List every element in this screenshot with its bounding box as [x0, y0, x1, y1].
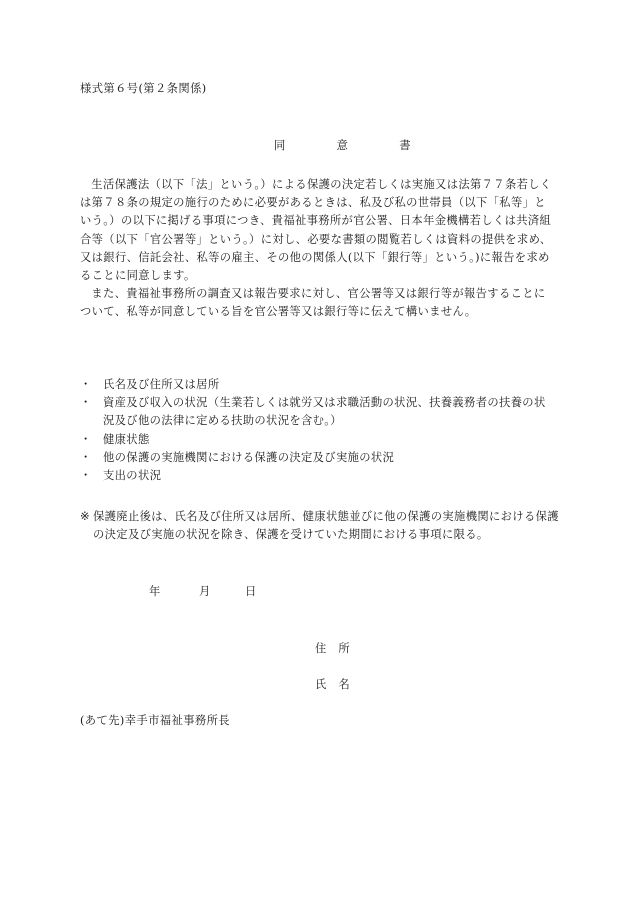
date-day-label: 日 [245, 585, 257, 598]
bullet-mark: ・ [80, 378, 92, 391]
list-item [80, 376, 552, 394]
bullet-mark: ・ [80, 469, 92, 483]
list-item [80, 467, 552, 485]
consent-paragraph-1: 生活保護法（以下「法」という。）による保護の決定若しくは実施又は法第７７条若しくは第７８条の規定の施行のために必要があるときは、私及び私の世帯員（以下「私等」という。）の以下に掲げる事項につき、貴福祉事務所が官公署、日本年金機構若しくは共済組合等（以下「官公署等」という。）に対し、必要な書類の閲覧若しくは資料の提供を求め、又は銀行、信託会社、私等の雇主、その他の関係人(以下「銀行等」という。)に報告を求めることに同意します。 [80, 178, 552, 283]
addressee: (あて先)幸手市福祉事務所長 [80, 714, 230, 727]
list-item-text: 氏名及び住所又は居所 [103, 378, 220, 391]
list-item-text: 支出の状況 [103, 469, 162, 483]
form-number: 様式第６号(第２条関係) [80, 82, 207, 95]
bullet-mark: ・ [80, 396, 92, 410]
list-item-text: 資産及び収入の状況（生業若しくは就労又は求職活動の状況、扶養義務者の扶養の状況及び他の法律に定める扶助の状況を含む。） [103, 396, 546, 428]
document-title: 同 意 書 [274, 139, 431, 152]
note-text: 保護廃止後は、氏名及び住所又は居所、健康状態並びに他の保護の実施機関における保護の決定及び実施の状況を除き、保護を受けていた期間における事項に限る。 [93, 510, 559, 542]
bullet-mark: ・ [80, 432, 92, 446]
address-label: 住 所 [315, 642, 351, 655]
list-item [80, 394, 552, 430]
note [80, 508, 565, 544]
consent-paragraph-2: また、貴福祉事務所の調査又は報告要求に対し、官公署等又は銀行等が報告することについて、私等が同意している旨を官公署等又は銀行等に伝えて構いません。 [80, 287, 546, 319]
list-item [80, 431, 552, 449]
list-item-text: 健康状態 [103, 432, 150, 446]
list-item-text: 他の保護の実施機関における保護の決定及び実施の状況 [103, 450, 395, 464]
name-label: 氏 名 [315, 678, 351, 691]
consent-body [80, 176, 552, 322]
bullet-mark: ・ [80, 450, 92, 464]
note-mark: ※ [80, 510, 90, 523]
date-month-label: 月 [199, 585, 211, 598]
list-item [80, 449, 552, 467]
date-year-label: 年 [149, 585, 161, 598]
consent-items-list [80, 376, 552, 485]
